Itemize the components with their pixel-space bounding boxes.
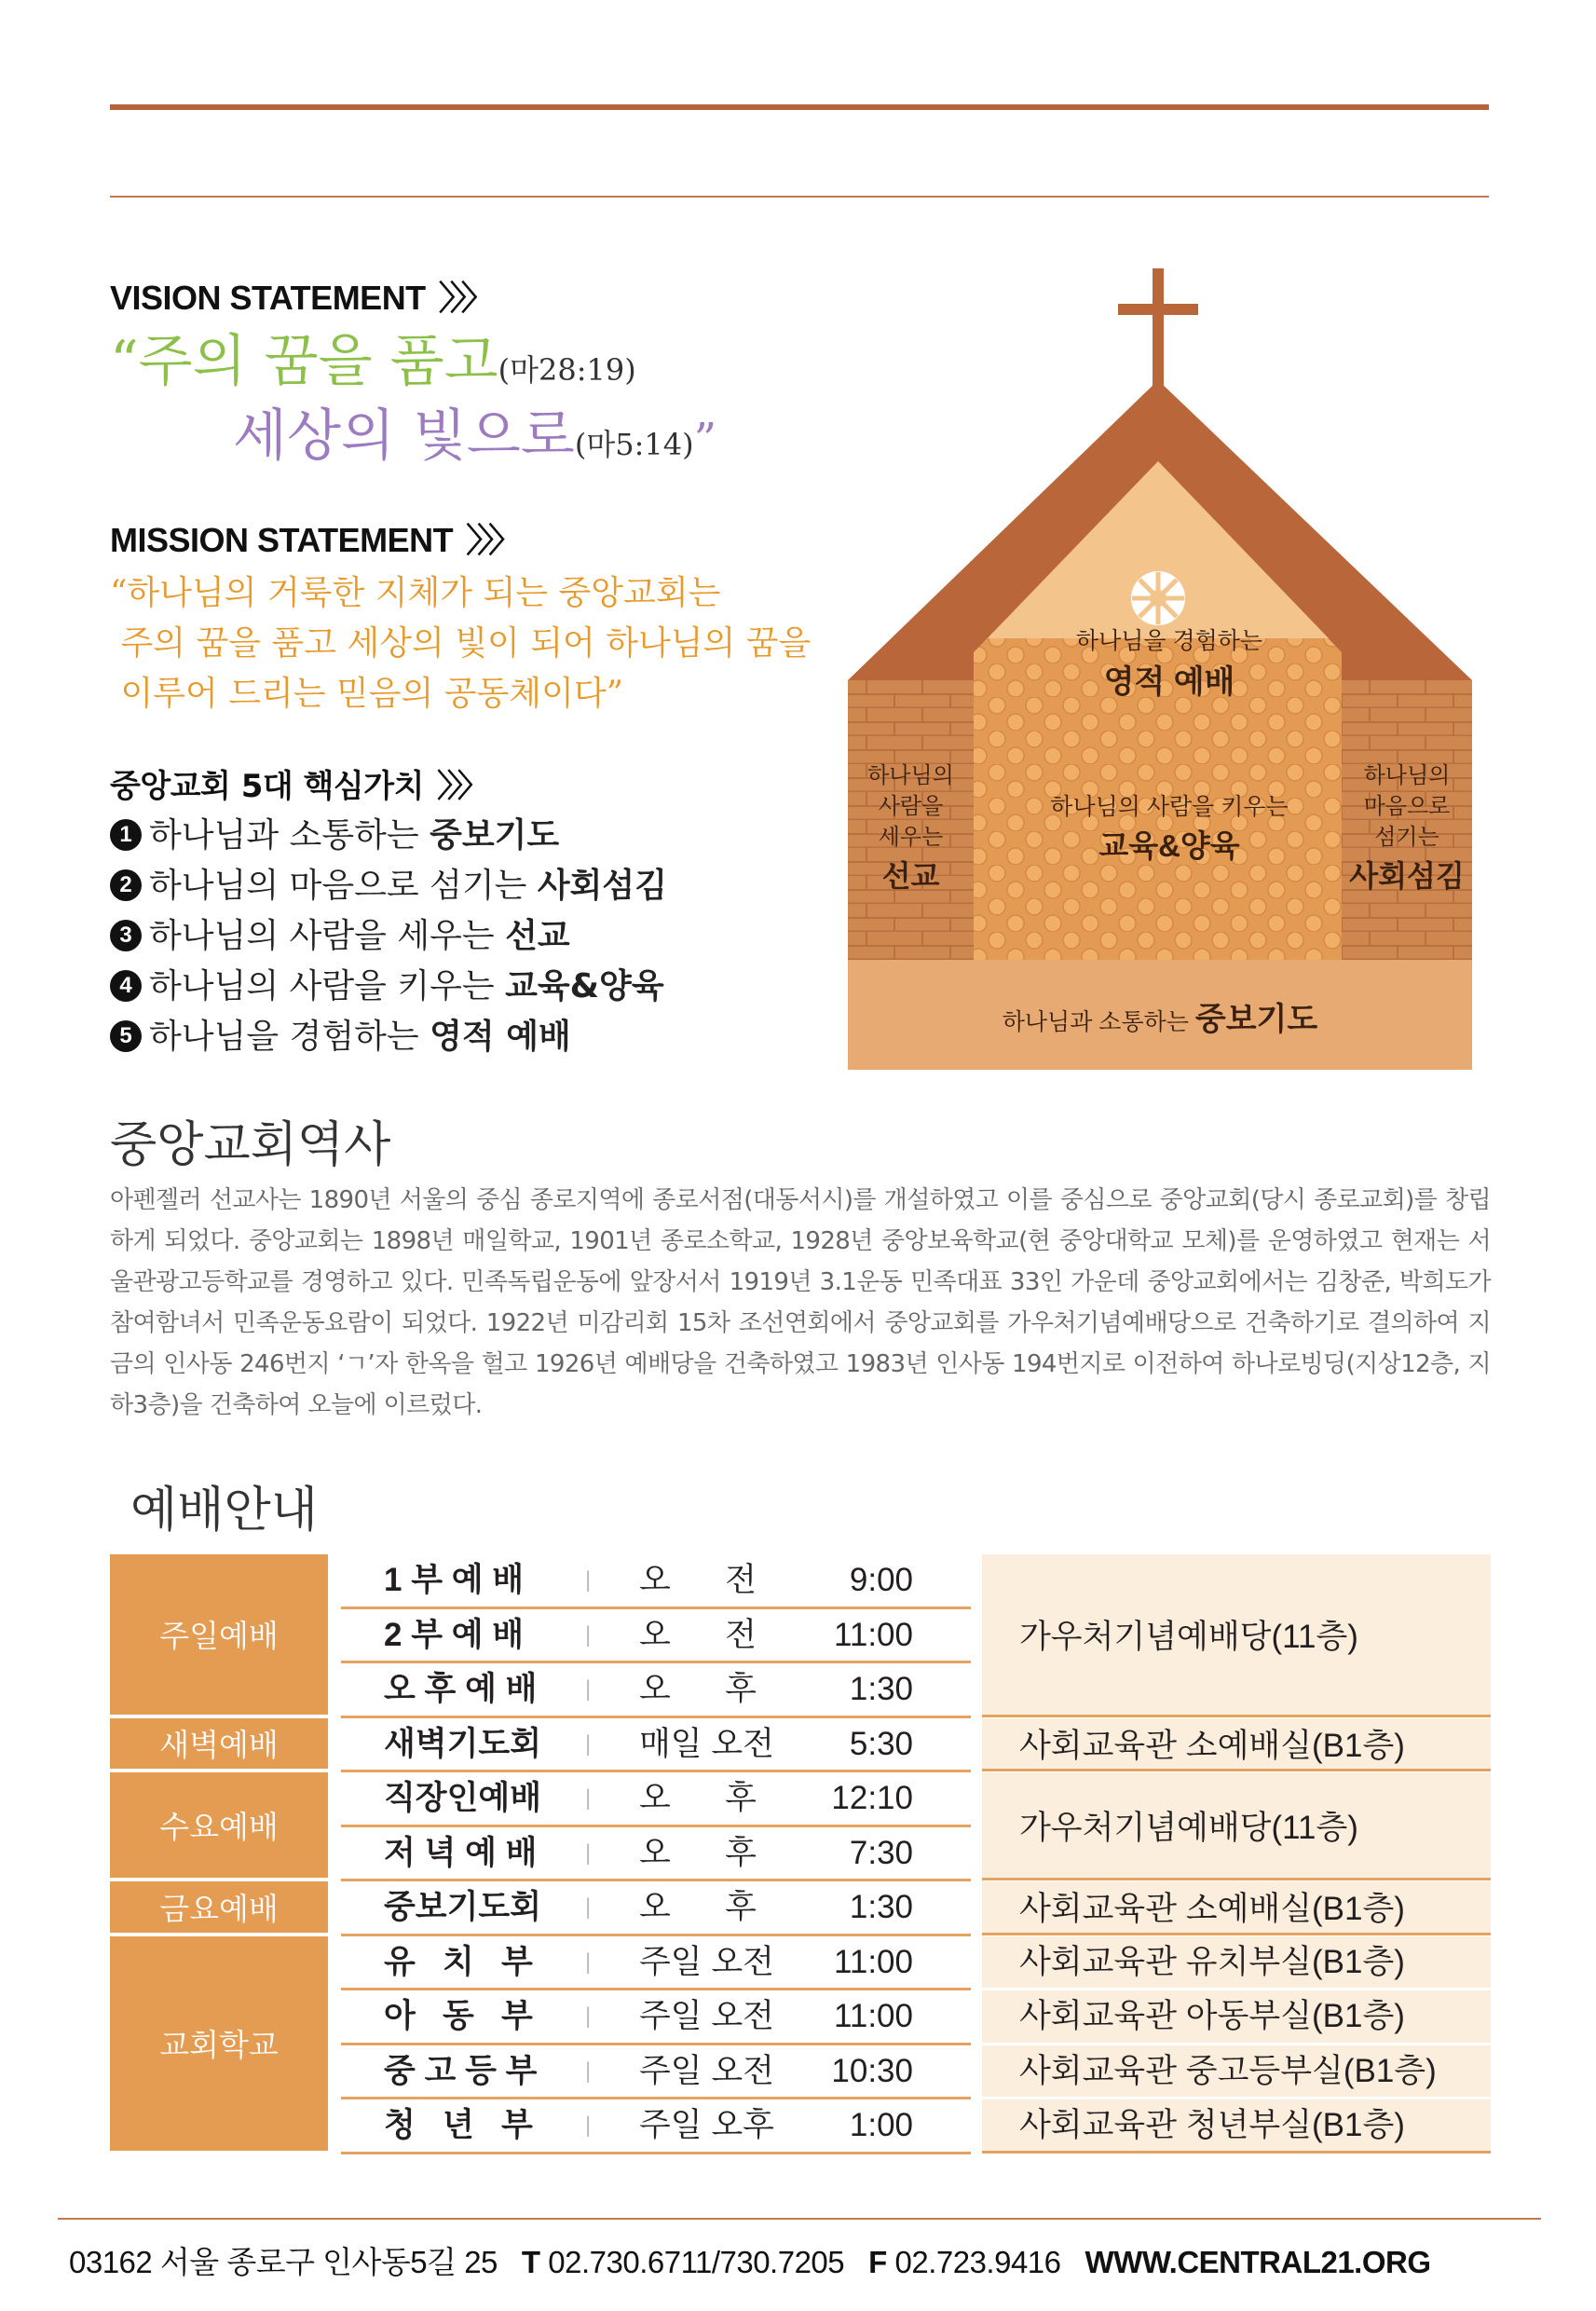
vision-text-1: “주의 꿈을 품고 (110, 329, 498, 394)
label-prayer-big: 중보기도 (1194, 1002, 1318, 1037)
cross-icon (1153, 268, 1164, 390)
vision-text-2: 세상의 빛으로 (233, 403, 575, 469)
footer-fax-label: F (868, 2245, 887, 2279)
location-rule (982, 1715, 1491, 1717)
top-rule (110, 104, 1489, 110)
history-text: 아펜젤러 선교사는 1890년 서울의 중심 종로지역에 종로서점(대동서시)를 개설하였고 이를 중심으로 중앙교회(당시 종로교회)를 창립하게 되었다. 중앙교회는 1898년 매일학교, 1901년 종로소학교, 1928년 중앙보육학교(현 중앙대학교 모체)를 운영하였고 현재는 서울관광고등학교를 경영하고 있다. 민족독립운동에 앞장서서 1919년 3.1운동 민족대표 33인 가운데 중앙교회에서는 김창준, 박희도가 참여함녀서 민족운동요람이 되었다. 1922년 미감리회 15차 조선연회에서 중앙교회를 가우처기념예배당으로 건축하기로 결의하여 지금의 인사동 246번지 ‘ㄱ’자 한옥을 헐고 1926년 예배당을 건축하였고 1983년 인사동 194번지로 이전하여 하나로빙딩(지상12층, 지하3층)을 건축하여 오늘에 이르렀다. (110, 1186, 1491, 1419)
core-value-item (110, 911, 667, 962)
service-name: 1 부 예 배 (384, 1562, 525, 1598)
core-value-item (110, 861, 667, 911)
label-prayer-small: 하나님과 소통하는 (1002, 1009, 1195, 1035)
location-rule (982, 1878, 1491, 1880)
core-value-item (110, 811, 667, 861)
service-name: 저 녁 예 배 (384, 1834, 538, 1871)
chevron-icon: 〉〉〉 (466, 521, 517, 559)
divider: | (585, 1949, 592, 1975)
vision-line-2 (233, 391, 716, 472)
service-day: 매일 오전 (639, 1725, 774, 1762)
service-time: 12:10 (831, 1780, 913, 1816)
service-day: 주일 오전 (639, 1998, 774, 2034)
label-worship-big: 영적 예배 (1103, 664, 1235, 700)
label-worship (1016, 622, 1323, 702)
category-cell: 금요예배 (110, 1881, 328, 1933)
label-education-small: 하나님의 사람을 키우는 (1050, 794, 1289, 820)
service-name: 중보기도회 (384, 1889, 542, 1925)
schedule-row (341, 2099, 971, 2154)
history-title: 중앙교회역사 (110, 1117, 391, 1173)
service-time: 11:00 (834, 1943, 913, 1980)
footer-address: 03162 서울 종로구 인사동5길 25 (69, 2245, 498, 2279)
schedule-row (341, 1990, 971, 2045)
core-value-bold: 영적 예배 (430, 1018, 571, 1056)
worship-title: 예배안내 (130, 1483, 318, 1538)
divider: | (585, 2113, 592, 2138)
service-day: 오 후 (639, 1834, 757, 1871)
header-divider (110, 196, 1489, 198)
footer-fax: 02.723.9416 (894, 2245, 1061, 2279)
schedule-row (341, 1609, 971, 1664)
footer-tel-label: T (521, 2245, 540, 2279)
vision-ref-2: (마5:14) (574, 427, 694, 462)
core-value-text: 하나님과 소통하는 (149, 816, 430, 855)
label-service-big: 사회섬김 (1349, 859, 1465, 893)
service-time: 7:30 (849, 1834, 913, 1871)
service-time: 10:30 (831, 2052, 913, 2089)
mission-heading-text: MISSION STATEMENT (110, 521, 454, 559)
footer-website[interactable]: WWW.CENTRAL21.ORG (1084, 2245, 1431, 2279)
service-day: 주일 오전 (639, 1943, 774, 1980)
core-value-text: 하나님을 경험하는 (149, 1018, 430, 1056)
footer-rule (58, 2218, 1541, 2220)
divider: | (585, 1894, 592, 1920)
vision-heading (110, 272, 489, 320)
divider: | (585, 1730, 592, 1757)
number-badge-icon: 2 (110, 869, 142, 901)
label-mission-small: 하나님의 (867, 763, 954, 788)
vision-line-1 (110, 317, 636, 397)
label-mission-small: 사람을 (878, 794, 944, 819)
service-day: 오 후 (639, 1780, 757, 1816)
schedule-row (341, 1772, 971, 1827)
divider: | (585, 1676, 592, 1702)
service-time: 9:00 (849, 1562, 913, 1598)
cross-bar (1118, 304, 1198, 315)
core-value-text: 하나님의 사람을 세우는 (149, 917, 506, 955)
service-name: 아 동 부 (384, 1998, 533, 2034)
label-education (997, 788, 1342, 866)
location-text: 사회교육관 아동부실(B1층) (1019, 1998, 1405, 2034)
category-cell: 새벽예배 (110, 1718, 328, 1770)
core-values-heading (110, 760, 484, 806)
schedule-row (341, 1554, 971, 1609)
divider: | (585, 2003, 592, 2029)
service-day: 주일 오후 (639, 2107, 774, 2143)
schedule-row (341, 1936, 971, 1991)
worship-table (110, 1554, 1491, 2166)
label-service-small: 하나님의 (1363, 763, 1451, 788)
label-mission (848, 760, 974, 896)
location-text: 가우처기념예배당(11층) (1019, 1618, 1358, 1655)
label-service-small: 마음으로 (1363, 794, 1451, 819)
service-name: 유 치 부 (384, 1943, 533, 1980)
schedule-row (341, 2045, 971, 2100)
service-time: 1:30 (849, 1889, 913, 1925)
core-value-bold: 사회섬김 (537, 867, 667, 905)
core-value-text: 하나님의 사람을 키우는 (149, 967, 506, 1005)
label-prayer (848, 993, 1472, 1039)
location-text: 사회교육관 소예배실(B1층) (1019, 1891, 1405, 1928)
service-name: 2 부 예 배 (384, 1616, 525, 1653)
schedule-row (341, 1881, 971, 1936)
vision-ref-1: (마28:19) (498, 352, 636, 388)
mission-text: “하나님의 거룩한 지체가 되는 중앙교회는 주의 꿈을 품고 세상의 빛이 되어 하나님의 꿈을 이루어 드리는 믿음의 공동체이다” (110, 574, 812, 713)
number-badge-icon: 3 (110, 920, 142, 951)
number-badge-icon: 5 (110, 1020, 142, 1052)
location-text: 사회교육관 중고등부실(B1층) (1019, 2052, 1437, 2089)
location-rule (982, 1933, 1491, 1935)
service-day: 오 후 (639, 1671, 757, 1707)
service-day: 오 전 (639, 1616, 757, 1653)
location-text: 사회교육관 청년부실(B1층) (1019, 2107, 1405, 2143)
label-education-big: 교육&양육 (1098, 828, 1240, 863)
label-service-small: 섬기는 (1374, 825, 1439, 850)
location-text: 사회교육관 소예배실(B1층) (1019, 1727, 1405, 1764)
vision-heading-text: VISION STATEMENT (110, 279, 426, 317)
service-time: 11:00 (834, 1616, 913, 1653)
service-name: 새벽기도회 (384, 1725, 542, 1762)
core-value-bold: 교육&양육 (505, 967, 664, 1005)
rose-window-icon (1130, 570, 1186, 626)
number-badge-icon: 4 (110, 970, 142, 1002)
category-cell: 교회학교 (110, 1936, 328, 2151)
core-value-text: 하나님의 마음으로 섬기는 (149, 867, 538, 905)
divider: | (585, 1839, 592, 1866)
divider: | (585, 2058, 592, 2084)
location-text: 가우처기념예배당(11층) (1019, 1809, 1358, 1846)
service-time: 11:00 (834, 1998, 913, 2034)
divider: | (585, 1785, 592, 1811)
chevron-icon: 〉〉〉 (436, 768, 484, 805)
label-mission-big: 선교 (881, 859, 940, 893)
schedule-row (341, 1827, 971, 1882)
chevron-icon: 〉〉〉 (438, 279, 489, 317)
service-day: 오 후 (639, 1889, 757, 1925)
footer-tel: 02.730.6711/730.7205 (548, 2245, 845, 2279)
service-name: 직장인예배 (384, 1780, 542, 1816)
service-time: 5:30 (849, 1725, 913, 1762)
service-name: 중 고 등 부 (384, 2052, 538, 2089)
schedule-row (341, 1663, 971, 1718)
core-value-bold: 중보기도 (430, 816, 560, 855)
service-time: 1:00 (849, 2107, 913, 2143)
core-values-list (110, 811, 667, 1062)
service-name: 오 후 예 배 (384, 1671, 538, 1707)
vision-close-quote: ” (693, 414, 717, 466)
core-value-bold: 선교 (505, 917, 570, 955)
location-text: 사회교육관 유치부실(B1층) (1019, 1943, 1405, 1980)
label-service (1342, 760, 1472, 896)
core-value-item (110, 1012, 667, 1062)
number-badge-icon: 1 (110, 819, 142, 851)
service-day: 주일 오전 (639, 2052, 774, 2089)
footer (69, 2238, 1431, 2282)
label-mission-small: 세우는 (878, 825, 944, 850)
service-name: 청 년 부 (384, 2107, 533, 2143)
category-cell: 수요예배 (110, 1772, 328, 1878)
service-day: 오 전 (639, 1562, 757, 1598)
service-time: 1:30 (849, 1671, 913, 1707)
core-value-item (110, 962, 667, 1012)
divider: | (585, 1621, 592, 1648)
location-rule (982, 1769, 1491, 1771)
core-values-heading-text: 중앙교회 5대 핵심가치 (110, 768, 424, 805)
category-cell: 주일예배 (110, 1554, 328, 1715)
divider: | (585, 1567, 592, 1593)
schedule-row (341, 1718, 971, 1773)
mission-heading (110, 514, 516, 562)
label-worship-small: 하나님을 경험하는 (1075, 628, 1263, 654)
